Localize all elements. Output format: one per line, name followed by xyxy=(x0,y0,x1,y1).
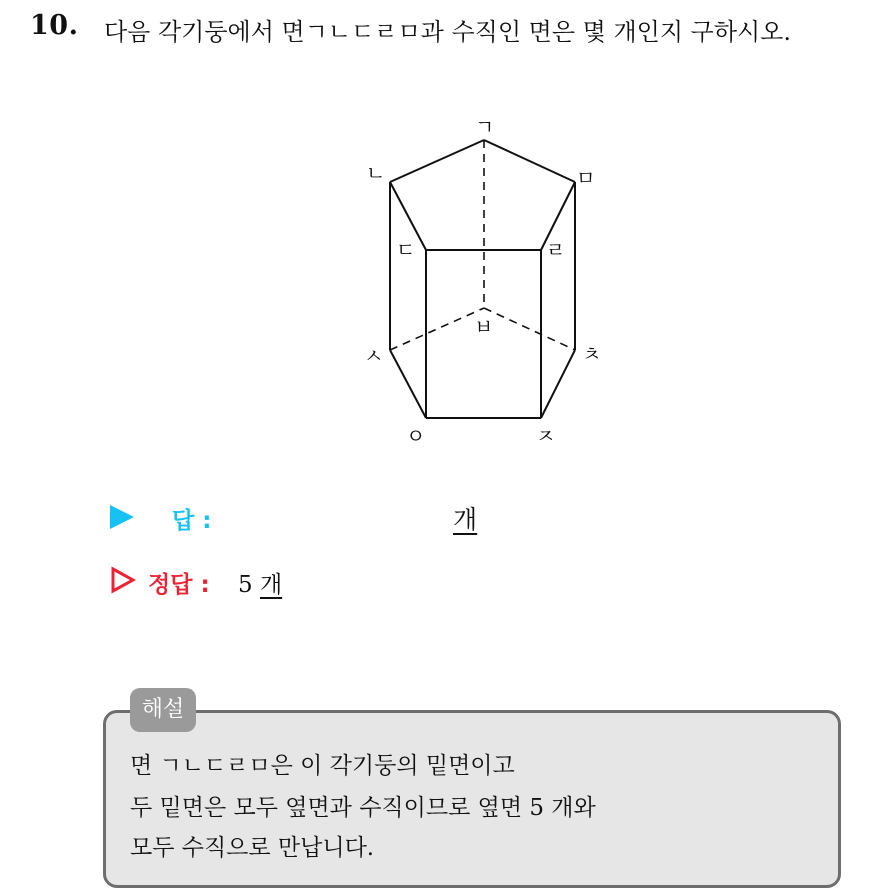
edge-g-m xyxy=(484,140,575,182)
label-s: ㅅ xyxy=(364,344,384,368)
edge-j-ch xyxy=(541,350,575,418)
label-ch: ㅊ xyxy=(582,342,602,366)
outline-arrow-icon xyxy=(110,566,136,594)
label-g: ㄱ xyxy=(475,115,495,139)
label-o: ㅇ xyxy=(406,424,426,448)
hidden-edge-s-b xyxy=(390,308,484,350)
label-m: ㅁ xyxy=(576,166,596,190)
label-n: ㄴ xyxy=(366,161,386,185)
explanation-line: 두 밑면은 모두 옆면과 수직이므로 옆면 5 개와 xyxy=(130,795,596,821)
correct-answer-number: 5 xyxy=(238,572,253,598)
explanation-line: 모두 수직으로 만납니다. xyxy=(130,835,375,861)
correct-answer-label: 정답 : xyxy=(148,572,210,598)
hidden-edge-b-ch xyxy=(484,308,575,350)
explanation-line: 면 ㄱㄴㄷㄹㅁ은 이 각기둥의 밑면이고 xyxy=(130,753,515,779)
edge-s-o xyxy=(390,350,426,418)
label-b: ㅂ xyxy=(474,315,494,339)
label-r: ㄹ xyxy=(546,238,566,262)
label-j: ㅈ xyxy=(536,424,556,448)
explanation-box xyxy=(103,710,841,888)
play-arrow-icon xyxy=(110,505,134,529)
correct-answer-value xyxy=(238,566,282,599)
question-text: 다음 각기둥에서 면ㄱㄴㄷㄹㅁ과 수직인 면은 몇 개인지 구하시오. xyxy=(104,18,791,46)
correct-answer-unit: 개 xyxy=(259,572,283,598)
answer-unit: 개 xyxy=(453,505,478,534)
label-d: ㄷ xyxy=(396,238,416,262)
question-number: 10. xyxy=(30,10,79,41)
pentagonal-prism-figure xyxy=(350,110,620,450)
edge-g-n xyxy=(390,140,484,182)
answer-label: 답 : xyxy=(172,508,212,534)
explanation-tag: 해설 xyxy=(130,688,196,732)
